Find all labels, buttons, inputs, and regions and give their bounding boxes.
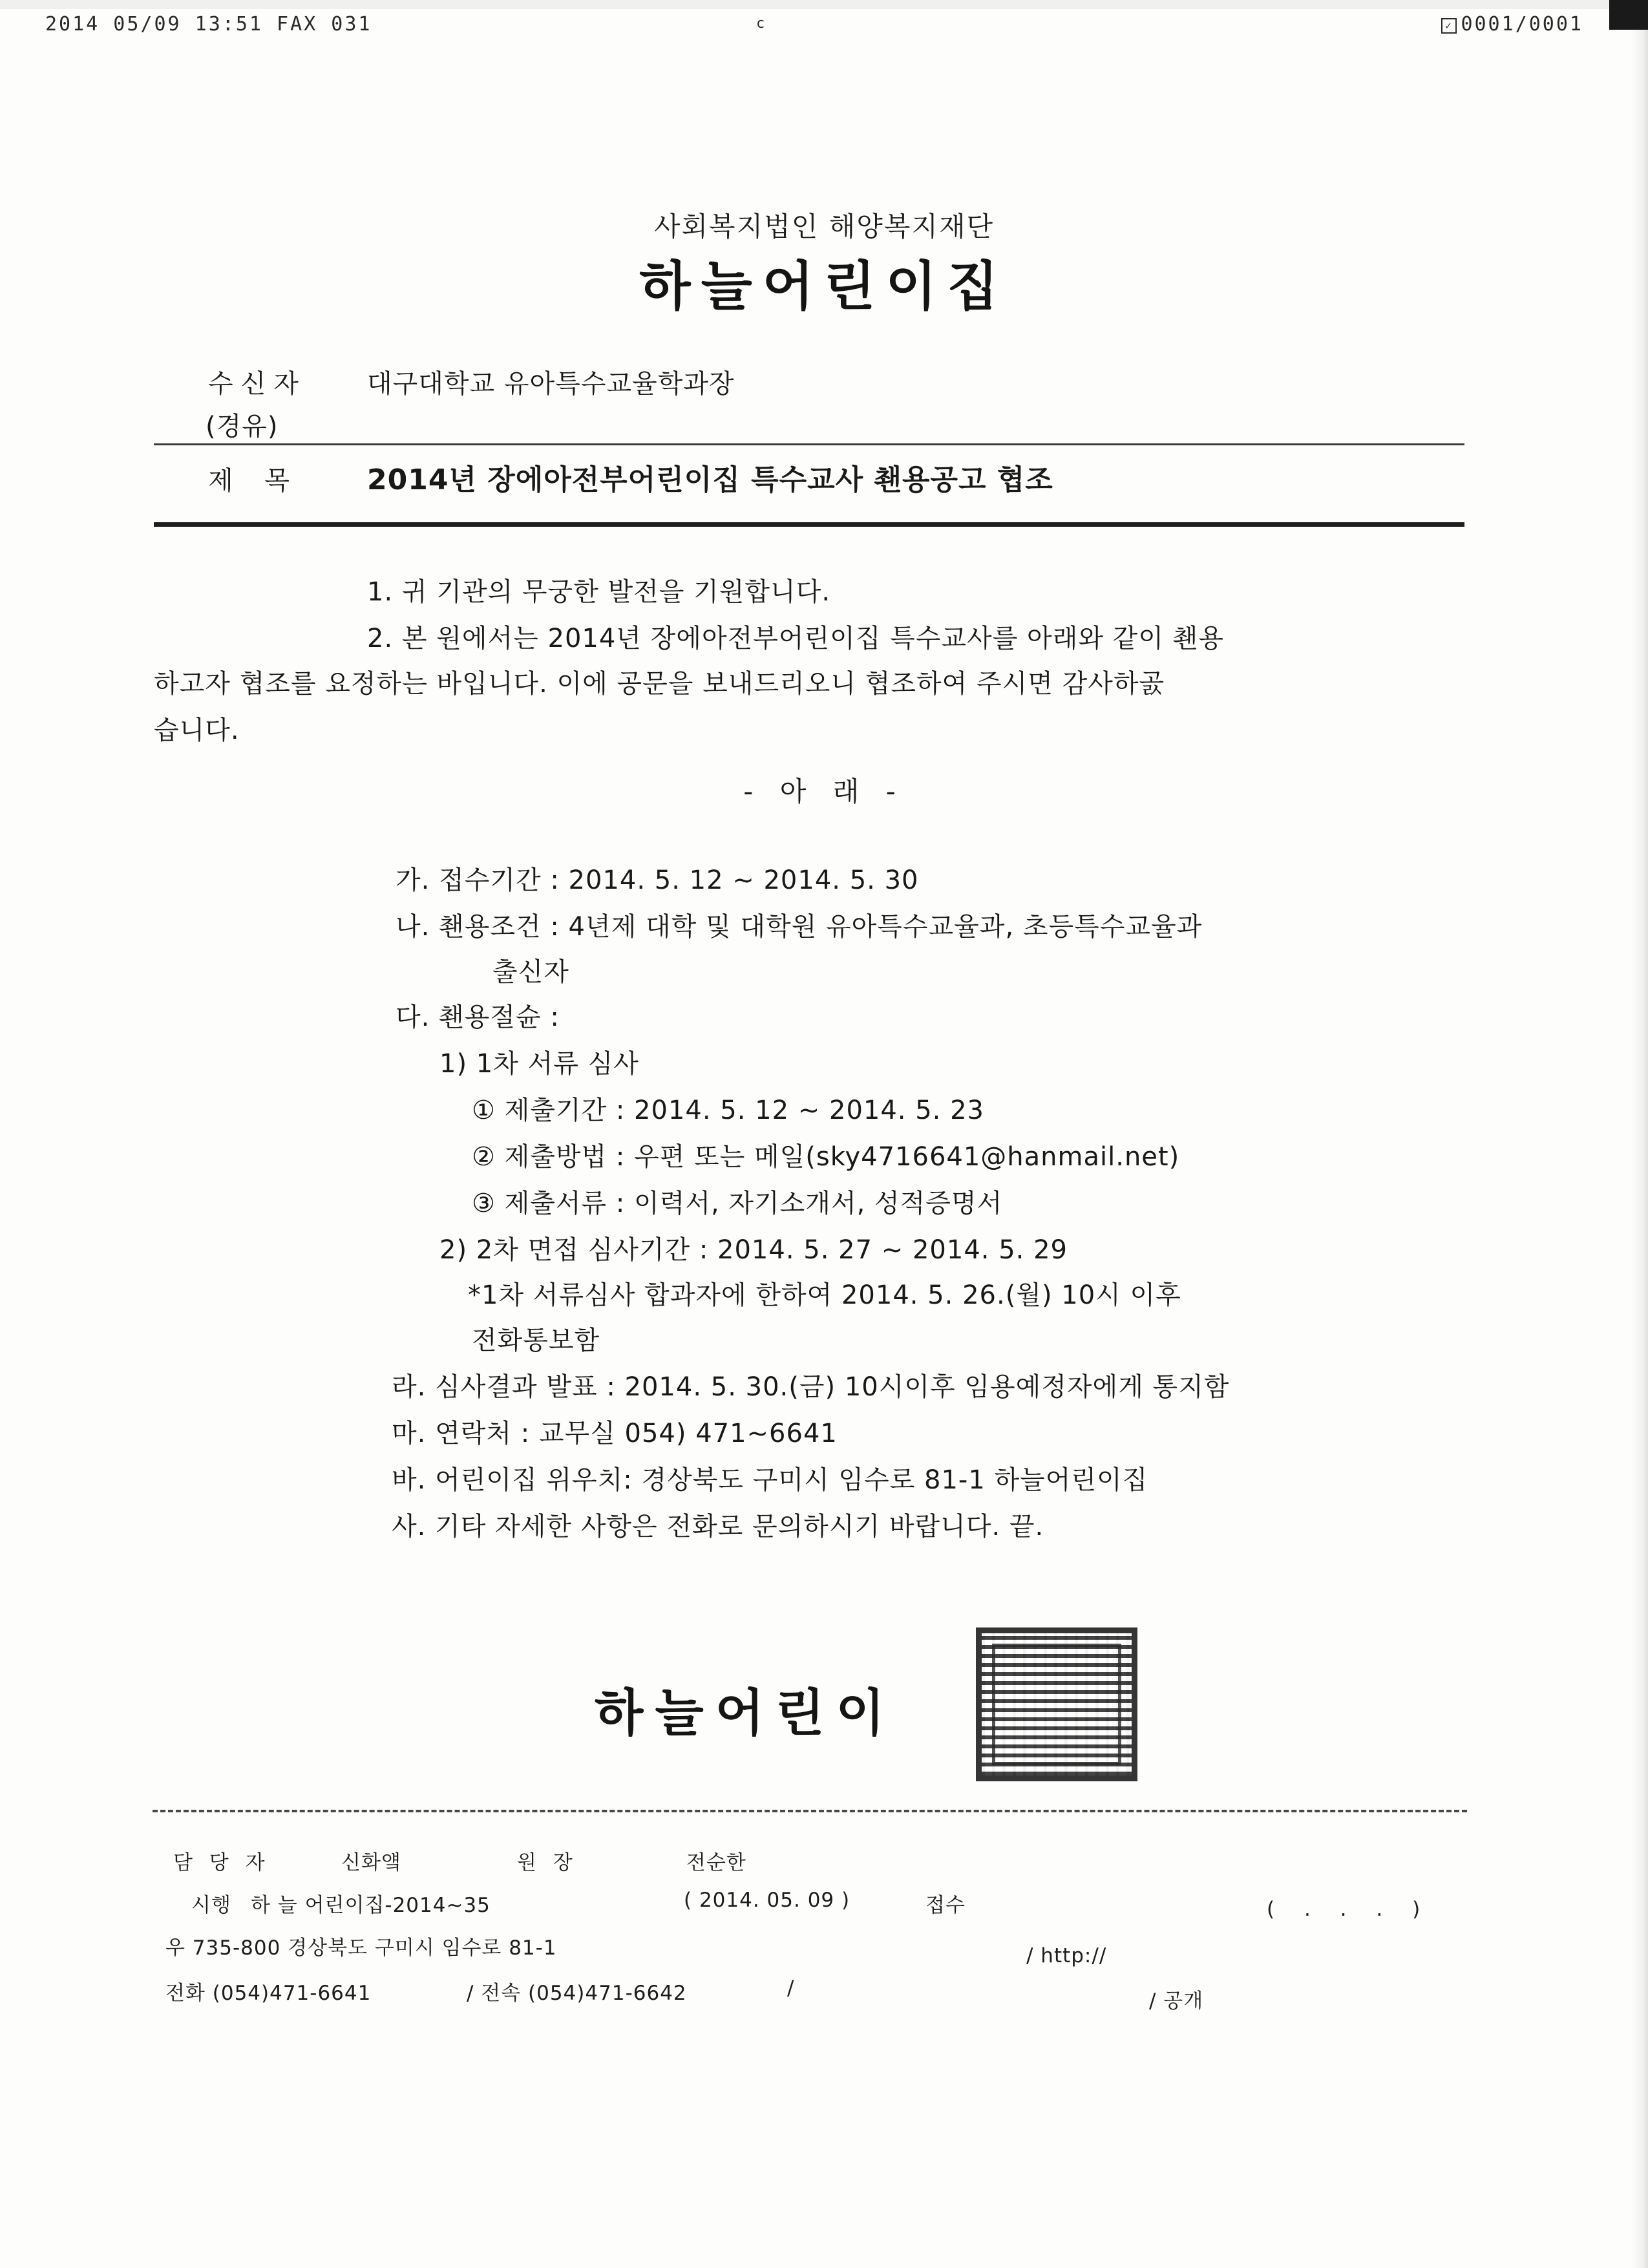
fax-transmission-header	[45, 13, 1596, 39]
body-paragraph-2-line-2: 하고자 협조를 요정하는 바입니다. 이에 공문을 보내드리오니 협조하여 주시면 감사하곬	[154, 669, 1165, 699]
receipt-label: 접수	[925, 1894, 966, 1917]
list-item-contact: 마. 연락처 : 교무실 054) 471~6641	[392, 1419, 838, 1448]
list-item-submit-documents: ③ 제출서류 : 이력서, 자기소개서, 성적증명서	[472, 1189, 1003, 1218]
organization-subtitle: 사회복지법인 해양복지재단	[653, 211, 995, 242]
issue-label: 시행	[191, 1894, 231, 1917]
disclosure-field: / 공개	[1149, 1989, 1204, 2013]
body-paragraph-2-line-3: 습니다.	[154, 715, 240, 745]
list-item-result-announcement: 라. 심사결과 발표 : 2014. 5. 30.(금) 10시이후 임용예정자에게 통지함	[392, 1372, 1230, 1402]
issue-number: 하 늘 어린이집-2014~35	[251, 1894, 491, 1917]
director-label: 원 장	[517, 1851, 578, 1874]
receipt-date: ( 2014. 05. 09 )	[684, 1889, 850, 1912]
arae-marker: - 아 래 -	[743, 776, 905, 807]
staff-name: 신화얰	[341, 1851, 401, 1874]
scan-corner-artifact	[1609, 0, 1648, 30]
list-item-second-round-note: *1차 서류심사 합과자에 한하여 2014. 5. 26.(월) 10시 이후	[468, 1280, 1181, 1310]
fax-number: / 전속 (054)471-6642	[467, 1982, 687, 2005]
list-item-application-period: 가. 접수기간 : 2014. 5. 12 ~ 2014. 5. 30	[396, 865, 919, 895]
footer-divider	[153, 1810, 1467, 1812]
list-item-hiring-process: 다. 쵄용절슌 :	[396, 1002, 560, 1032]
checkbox-icon: ✓	[1441, 18, 1457, 34]
postal-address: 우 735-800 경상북도 구미시 임수로 81-1	[165, 1936, 557, 1960]
list-item-process-first-round: 1) 1차 서류 심사	[439, 1049, 639, 1079]
subject-divider-thin	[154, 443, 1464, 445]
list-item-location: 바. 어린이집 위우치: 경상북도 구미시 임수로 81-1 하늘어린이집	[392, 1465, 1148, 1495]
list-item-second-round-note-cont: 전화통보함	[472, 1326, 600, 1355]
staff-label: 담 당 자	[173, 1851, 270, 1874]
scan-edge-right	[1631, 0, 1648, 2268]
body-paragraph-1: 1. 귀 기관의 무궁한 발전을 기원합니다.	[367, 577, 831, 607]
fax-header-center-mark: c	[756, 16, 767, 32]
seal-text	[982, 1633, 1132, 1775]
homepage-field: / http://	[1026, 1944, 1107, 1967]
list-item-hiring-condition: 나. 쵄용조건 : 4년제 대학 및 대학원 유아특수교율과, 초등특수교율과	[396, 912, 1203, 942]
list-item-process-second-round: 2) 2차 면접 심사기간 : 2014. 5. 27 ~ 2014. 5. 29	[439, 1235, 1068, 1265]
signature-organization-name: 하늘어린이	[595, 1684, 896, 1743]
subject-label: 제 목	[208, 466, 301, 496]
fax-header-timestamp: 2014 05/09 13:51 FAX 031	[45, 13, 372, 36]
fax-page-count-value: 0001/0001	[1461, 13, 1583, 36]
organization-title: 하늘어린이집	[639, 256, 1009, 317]
fax-header-page-count	[1441, 13, 1583, 36]
official-seal	[976, 1627, 1137, 1781]
list-item-other-inquiries: 사. 기타 자세한 사항은 전화로 문의하시기 바랍니다. 끝.	[392, 1512, 1044, 1542]
subject-value: 2014년 장에아전부어린이집 특수교사 쵄용공고 협조	[367, 463, 1053, 496]
director-name: 전순한	[686, 1851, 746, 1874]
recipient-value: 대구대학교 유아특수교율학과장	[367, 369, 735, 399]
subject-divider-thick	[154, 522, 1464, 527]
receipt-blank: ( . . . )	[1267, 1898, 1432, 1921]
scan-edge-top	[0, 0, 1648, 9]
list-item-submit-method: ② 제출방법 : 우편 또는 메일(sky4716641@hanmail.net)	[472, 1142, 1180, 1172]
recipient-label: 수신자	[208, 369, 306, 399]
list-item-hiring-condition-cont: 출신자	[492, 957, 569, 987]
via-label: (경유)	[206, 412, 279, 441]
list-item-submit-period: ① 제출기간 : 2014. 5. 12 ~ 2014. 5. 23	[472, 1096, 984, 1125]
body-paragraph-2-line-1: 2. 본 원에서는 2014년 장에아전부어린이집 특수교사를 아래와 같이 쵄용	[367, 624, 1224, 653]
telephone-number: 전화 (054)471-6641	[165, 1982, 372, 2005]
email-field: /	[787, 1977, 795, 2000]
